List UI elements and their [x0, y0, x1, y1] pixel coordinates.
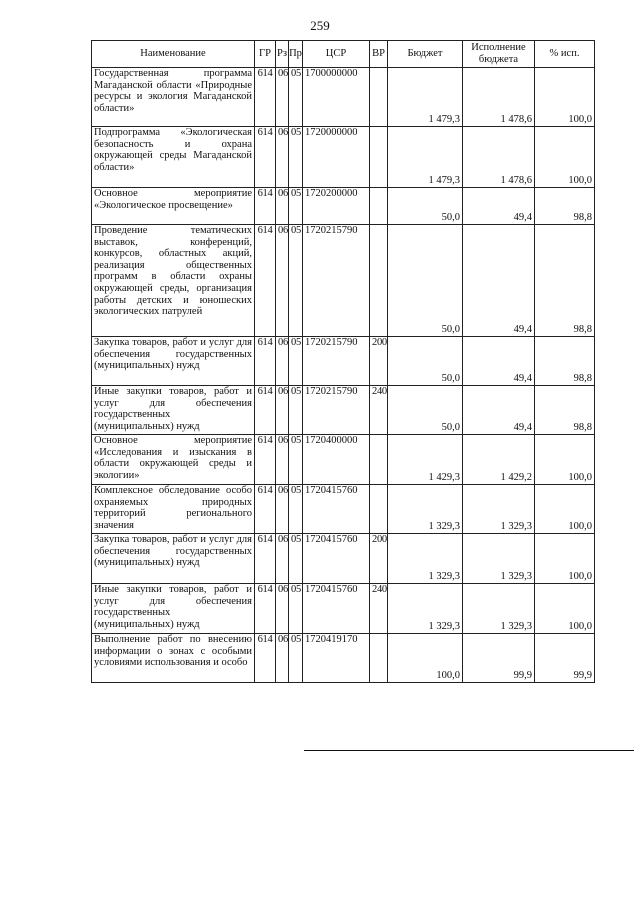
row-rz: 06: [276, 485, 289, 534]
row-pr: 05: [289, 584, 303, 634]
row-name: Основное мероприятие «Экологическое просвещение»: [92, 188, 255, 225]
row-name: Подпрограмма «Экологическая безопасность и охрана окружающей среды Магаданской области»: [92, 127, 255, 188]
row-vr: [370, 634, 388, 683]
row-pr: 05: [289, 127, 303, 188]
row-csr: 1700000000: [303, 68, 370, 127]
row-vr: 240: [370, 386, 388, 435]
header-percent: % исп.: [535, 41, 595, 68]
row-rz: 06: [276, 634, 289, 683]
row-percent: 100,0: [535, 127, 595, 188]
row-gr: 614: [255, 225, 276, 337]
row-vr: [370, 225, 388, 337]
row-percent: 100,0: [535, 485, 595, 534]
row-pr: 05: [289, 435, 303, 485]
row-pr: 05: [289, 485, 303, 534]
row-gr: 614: [255, 584, 276, 634]
row-csr: 1720419170: [303, 634, 370, 683]
row-csr: 1720215790: [303, 337, 370, 386]
table-row: [92, 485, 595, 534]
row-execution: 1 478,6: [463, 127, 535, 188]
row-csr: 1720215790: [303, 225, 370, 337]
row-vr: 200: [370, 534, 388, 584]
row-vr: [370, 485, 388, 534]
row-rz: 06: [276, 584, 289, 634]
row-budget: 1 429,3: [388, 435, 463, 485]
row-name: Государственная программа Магаданской области «Природные ресурсы и экология Магаданской области»: [92, 68, 255, 127]
row-budget: 50,0: [388, 386, 463, 435]
table-row: [92, 337, 595, 386]
row-execution: 99,9: [463, 634, 535, 683]
row-gr: 614: [255, 188, 276, 225]
row-name: Иные закупки товаров, работ и услуг для обеспечения государственных (муниципальных) нужд: [92, 386, 255, 435]
row-pr: 05: [289, 337, 303, 386]
row-execution: 1 329,3: [463, 584, 535, 634]
row-rz: 06: [276, 534, 289, 584]
row-gr: 614: [255, 337, 276, 386]
row-execution: 49,4: [463, 188, 535, 225]
row-execution: 1 478,6: [463, 68, 535, 127]
row-budget: 1 329,3: [388, 584, 463, 634]
row-execution: 49,4: [463, 337, 535, 386]
table-row: [92, 386, 595, 435]
row-csr: 1720400000: [303, 435, 370, 485]
row-name: Проведение тематических выставок, конференций, конкурсов, областных акций, реализация общественных программ в области охраны окружающей среды, организация работы детских и юношеских экологических патрулей: [92, 225, 255, 337]
row-gr: 614: [255, 127, 276, 188]
row-percent: 100,0: [535, 435, 595, 485]
row-rz: 06: [276, 435, 289, 485]
header-gr: ГР: [255, 41, 276, 68]
table-row: [92, 188, 595, 225]
row-name: Основное мероприятие «Исследования и изыскания в области окружающей среды и экологии»: [92, 435, 255, 485]
row-budget: 1 329,3: [388, 534, 463, 584]
row-pr: 05: [289, 634, 303, 683]
row-name: Выполнение работ по внесению информации о зонах с особыми условиями использования и особо: [92, 634, 255, 683]
header-rz: Рз: [276, 41, 289, 68]
row-execution: 1 329,3: [463, 534, 535, 584]
table-row: [92, 225, 595, 337]
row-name: Иные закупки товаров, работ и услуг для обеспечения государственных (муниципальных) нужд: [92, 584, 255, 634]
row-percent: 100,0: [535, 534, 595, 584]
table-row: [92, 534, 595, 584]
row-gr: 614: [255, 534, 276, 584]
row-name: Комплексное обследование особо охраняемых природных территорий регионального значения: [92, 485, 255, 534]
row-execution: 49,4: [463, 386, 535, 435]
row-execution: 49,4: [463, 225, 535, 337]
row-vr: [370, 435, 388, 485]
row-name: Закупка товаров, работ и услуг для обеспечения государственных (муниципальных) нужд: [92, 534, 255, 584]
row-name: Закупка товаров, работ и услуг для обеспечения государственных (муниципальных) нужд: [92, 337, 255, 386]
row-gr: 614: [255, 68, 276, 127]
footer-divider-line: [304, 750, 634, 751]
budget-table: [91, 40, 595, 683]
row-percent: 98,8: [535, 188, 595, 225]
row-vr: 240: [370, 584, 388, 634]
row-rz: 06: [276, 188, 289, 225]
row-rz: 06: [276, 337, 289, 386]
row-budget: 1 479,3: [388, 68, 463, 127]
row-csr: 1720415760: [303, 584, 370, 634]
row-execution: 1 329,3: [463, 485, 535, 534]
row-gr: 614: [255, 634, 276, 683]
table-row: [92, 127, 595, 188]
row-percent: 99,9: [535, 634, 595, 683]
row-percent: 98,8: [535, 337, 595, 386]
row-gr: 614: [255, 386, 276, 435]
header-vr: ВР: [370, 41, 388, 68]
row-pr: 05: [289, 386, 303, 435]
header-name: Наименование: [92, 41, 255, 68]
header-execution: Исполнение бюджета: [463, 41, 535, 68]
header-csr: ЦСР: [303, 41, 370, 68]
row-rz: 06: [276, 225, 289, 337]
row-budget: 50,0: [388, 188, 463, 225]
row-vr: 200: [370, 337, 388, 386]
page-number: 259: [310, 18, 330, 33]
row-percent: 98,8: [535, 386, 595, 435]
row-percent: 100,0: [535, 584, 595, 634]
row-csr: 1720200000: [303, 188, 370, 225]
row-gr: 614: [255, 435, 276, 485]
table-row: [92, 634, 595, 683]
row-budget: 100,0: [388, 634, 463, 683]
row-pr: 05: [289, 534, 303, 584]
row-pr: 05: [289, 225, 303, 337]
row-percent: 100,0: [535, 68, 595, 127]
table-row: [92, 435, 595, 485]
row-rz: 06: [276, 386, 289, 435]
row-pr: 05: [289, 188, 303, 225]
row-pr: 05: [289, 68, 303, 127]
header-budget: Бюджет: [388, 41, 463, 68]
row-rz: 06: [276, 127, 289, 188]
row-budget: 1 479,3: [388, 127, 463, 188]
row-csr: 1720000000: [303, 127, 370, 188]
row-execution: 1 429,2: [463, 435, 535, 485]
row-vr: [370, 127, 388, 188]
row-vr: [370, 188, 388, 225]
row-csr: 1720415760: [303, 534, 370, 584]
row-budget: 50,0: [388, 337, 463, 386]
table-row: [92, 68, 595, 127]
row-vr: [370, 68, 388, 127]
table-row: [92, 584, 595, 634]
row-gr: 614: [255, 485, 276, 534]
row-percent: 98,8: [535, 225, 595, 337]
row-csr: 1720415760: [303, 485, 370, 534]
row-budget: 50,0: [388, 225, 463, 337]
row-rz: 06: [276, 68, 289, 127]
row-csr: 1720215790: [303, 386, 370, 435]
header-row: [92, 41, 595, 68]
header-pr: Пр: [289, 41, 303, 68]
row-budget: 1 329,3: [388, 485, 463, 534]
